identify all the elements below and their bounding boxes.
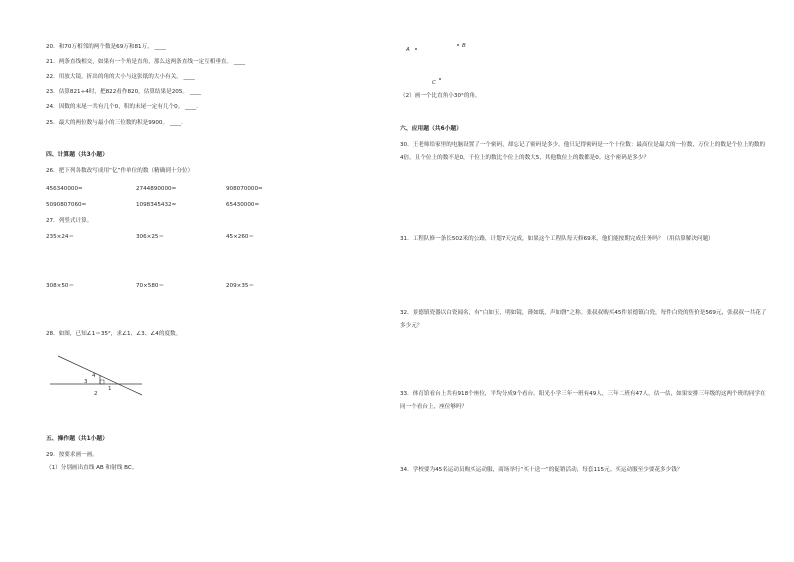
q26-item: 908070000≈ xyxy=(226,186,263,192)
question-21: 21．两条直线相交，如果有一个角是直角，那么这两条直线一定互相垂直。 ____ xyxy=(46,59,246,65)
point-label: C xyxy=(432,80,436,86)
point-dot xyxy=(439,78,441,80)
section-6-heading: 六、应用题（共6小题） xyxy=(400,126,463,132)
angle-label: 3 xyxy=(84,379,88,385)
question-27: 27．列竖式计算。 xyxy=(46,218,93,224)
q27-item: 45×260＝ xyxy=(226,234,255,240)
question-29-part-2: （2）画一个比直角小30°的角。 xyxy=(400,93,481,99)
q26-item: 65430000≈ xyxy=(226,202,260,208)
question-32: 32．景德镇瓷器以白瓷闻名，有“白如玉，明如镜，薄如纸，声如磬”之称。张叔叔购买45件景德镇白瓷，每件白瓷的售价是569元，张叔叔一共花了多少元？ xyxy=(400,310,767,329)
question-33: 33．体育馆看台上共有918个座位，平均分成9个看台。阳光小学三年一班有49人，三年二班有47人，估一估，如果安排三年级的这两个班的同学在同一个看台上，座位够吗？ xyxy=(400,391,766,410)
point-label: B xyxy=(462,43,466,49)
angle-label: 4 xyxy=(92,373,96,379)
angle-label: 1 xyxy=(108,386,112,392)
question-28: 28．如图，已知∠1＝35°，求∠1、∠3、∠4的度数。 xyxy=(46,331,182,337)
q26-item: 2744890000≈ xyxy=(136,186,177,192)
angle-figure xyxy=(48,350,160,396)
q27-item: 306×25＝ xyxy=(136,234,165,240)
question-22: 22．用放大镜，折出的角的大小与这张纸的大小有关。 ____ xyxy=(46,74,195,80)
question-24: 24．因数的末尾一共有几个0，积的末尾一定有几个0。 ____. xyxy=(46,104,199,110)
question-20: 20．和70万相邻的两个数是69万和81万。 ____ xyxy=(46,44,166,50)
point-label: A xyxy=(406,47,410,53)
right-angle-mark xyxy=(100,380,104,384)
section-5-heading: 五、操作题（共1小题） xyxy=(46,436,109,442)
question-34: 34．学校要为45名运动员购买运动服，商场举行“买十送一”的促销活动，每套115元。买运动服至少要花多少钱？ xyxy=(400,467,683,473)
q27-item: 70×580＝ xyxy=(136,283,165,289)
question-23: 23．估算821÷4时，把822看作820，估算结果是205。 ____ xyxy=(46,89,201,95)
angle-label: 2 xyxy=(94,391,98,396)
q26-item: 5090807060≈ xyxy=(46,202,87,208)
points-figure xyxy=(404,38,484,88)
question-25: 25．最大的两位数与最小的三位数的积是9900。 ____. xyxy=(46,120,183,126)
q27-item: 308×50＝ xyxy=(46,283,75,289)
q27-item: 209×35＝ xyxy=(226,283,255,289)
point-dot xyxy=(415,48,417,50)
point-dot xyxy=(457,44,459,46)
section-4-heading: 四、计算题（共3小题） xyxy=(46,152,109,158)
q26-item: 1098345432≈ xyxy=(136,202,177,208)
q27-item: 235×24＝ xyxy=(46,234,75,240)
question-26: 26．把下列各数改写成用“亿”作单位的数（精确到十分位） xyxy=(46,168,194,174)
question-30: 30．王老师给家里的电脑设置了一个密码，却忘记了密码是多少，他只记得密码是一个十位数：最高位是最大的一位数，万位上的数是个位上的数的4倍，且个位上的数不是0，千位上的数比个位上的数大5，其他数位上的数都是0。这个密码是多少？ xyxy=(400,142,766,161)
question-29-part-1: （1）分别画出直线 AB 和射线 BC。 xyxy=(46,465,138,471)
q26-item: 456340000≈ xyxy=(46,186,83,192)
question-31: 31．工程队修一条长502米的公路，计划7天完成，如果这个工程队每天修69米，他们能按期完成任务吗？（用估算解决问题） xyxy=(400,236,714,242)
question-29: 29．按要求画一画。 xyxy=(46,452,98,458)
